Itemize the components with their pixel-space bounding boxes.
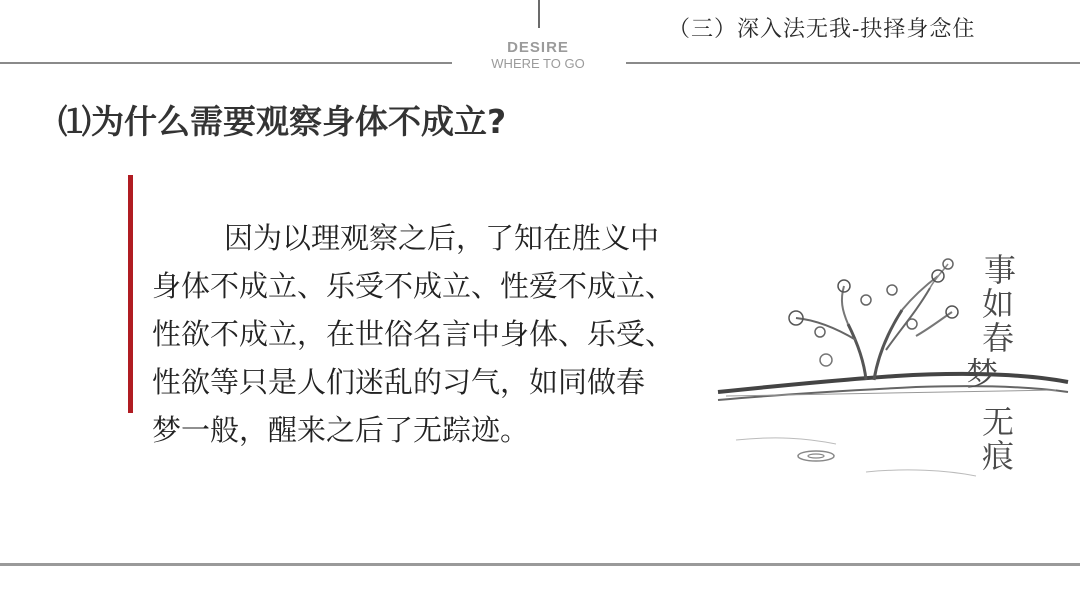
header-rule-left (0, 62, 452, 64)
logo-main-text: DESIRE (507, 39, 569, 56)
ink-tree-illustration (716, 240, 1070, 510)
paragraph-line: 身体不成立、乐受不成立、性爱不成立、 (152, 269, 675, 303)
page-heading: ⑴为什么需要观察身体不成立? (58, 102, 507, 141)
paragraph-line: 性欲不成立，在世俗名言中身体、乐受、 (152, 317, 675, 351)
paragraph-line: 因为以理观察之后，了知在胜义中 (224, 221, 660, 255)
calligraphy-char: 痕 (982, 437, 1015, 475)
paragraph-line: 梦一般，醒来之后了无踪迹。 (152, 413, 530, 447)
calligraphy-char: 春 (982, 319, 1015, 357)
section-title: （三）深入法无我-抉择身念住 (668, 17, 976, 42)
paragraph-line: 性欲等只是人们迷乱的习气，如同做春 (152, 365, 646, 399)
body-paragraph (152, 214, 712, 454)
calligraphy-char: 梦 (966, 355, 999, 393)
calligraphy-char: 事 (984, 251, 1017, 289)
calligraphy-char: 无 (982, 403, 1015, 441)
footer-rule (0, 563, 1080, 566)
logo (468, 40, 608, 70)
calligraphy-char: 如 (982, 285, 1015, 323)
logo-sub-text: WHERE TO GO (491, 56, 585, 71)
tree-sketch (716, 240, 1070, 510)
accent-bar (128, 175, 133, 413)
header-divider-tick (538, 0, 540, 28)
header-rule-right (626, 62, 1080, 64)
